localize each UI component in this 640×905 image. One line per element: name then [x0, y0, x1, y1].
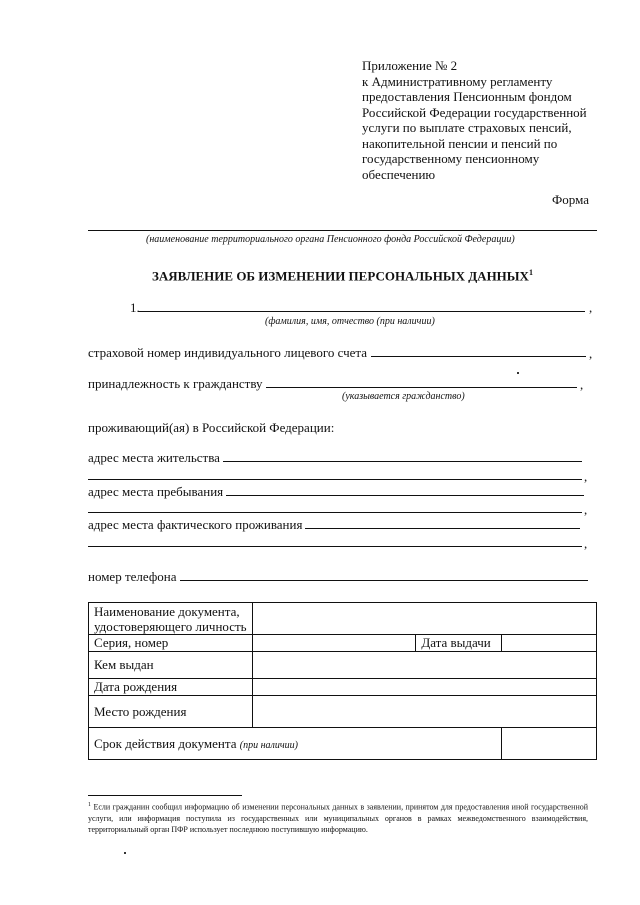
comma: ,: [589, 346, 593, 361]
comma: ,: [580, 377, 584, 392]
appendix-block: [362, 58, 587, 182]
stay-field-line2[interactable]: [88, 512, 582, 513]
residence-field-line2[interactable]: [88, 479, 582, 480]
issued-by-field[interactable]: [252, 652, 596, 679]
validity-label-text: Срок действия документа: [94, 735, 237, 751]
series-label: Серия, номер: [89, 635, 253, 652]
appendix-line: Приложение № 2: [362, 58, 458, 73]
phone-label: номер телефона: [88, 569, 177, 584]
title-footnote-marker: 1: [528, 268, 533, 277]
issue-date-label: Дата выдачи: [416, 635, 502, 652]
validity-note: (при наличии): [239, 739, 299, 751]
footnote-divider: [88, 795, 242, 796]
issue-date-field[interactable]: [502, 635, 597, 652]
footnote: [88, 800, 588, 835]
comma: ,: [584, 502, 588, 517]
validity-field[interactable]: [502, 728, 597, 760]
snils-field[interactable]: [371, 356, 586, 357]
birth-date-field[interactable]: [252, 679, 596, 696]
actual-label: адрес места фактического проживания: [88, 517, 303, 532]
citizenship-label: принадлежность к гражданству: [88, 376, 263, 391]
full-name-field[interactable]: [138, 311, 585, 312]
snils-label: страховой номер индивидуального лицевого счета: [88, 345, 368, 360]
doc-name-field[interactable]: [252, 603, 596, 635]
birth-date-label: Дата рождения: [89, 679, 253, 696]
number-prefix: 1.: [130, 300, 140, 315]
comma: ,: [589, 300, 593, 315]
birth-place-label: Место рождения: [89, 696, 253, 728]
form-title-text: ЗАЯВЛЕНИЕ ОБ ИЗМЕНЕНИИ ПЕРСОНАЛЬНЫХ ДАННЫХ: [152, 268, 529, 284]
actual-field[interactable]: [305, 528, 580, 529]
appendix-line: предоставления Пенсионным фондом: [362, 89, 572, 104]
appendix-line: услуги по выплате страховых пенсий,: [362, 120, 572, 135]
comma: ,: [584, 536, 588, 551]
citizenship-field[interactable]: [266, 387, 577, 388]
validity-label: [89, 728, 502, 760]
actual-field-line2[interactable]: [88, 546, 582, 547]
stay-label: адрес места пребывания: [88, 484, 224, 499]
residence-label: адрес места жительства: [88, 450, 220, 465]
authority-line[interactable]: [88, 230, 597, 231]
identity-document-table: [88, 602, 597, 760]
form-label: Форма: [552, 192, 589, 207]
scan-dot: [124, 852, 126, 854]
residence-field[interactable]: [223, 461, 582, 462]
birth-place-field[interactable]: [252, 696, 596, 728]
series-field[interactable]: [252, 635, 416, 652]
footnote-marker: 1: [88, 802, 91, 808]
scan-dot: [517, 372, 519, 374]
comma: ,: [584, 469, 588, 484]
name-caption: (фамилия, имя, отчество (при наличии): [265, 316, 435, 327]
appendix-line: к Административному регламенту: [362, 73, 553, 89]
phone-field[interactable]: [180, 580, 588, 581]
authority-caption: (наименование территориального органа Пенсионного фонда Российской Федерации): [146, 234, 515, 245]
footnote-text: Если гражданин сообщил информацию об изменении персональных данных в заявлении, принятом для предоставления иной государственной услуги, или информация поступила из государственных или муниципальных органов в рамках межведомственного взаимодействия, территориальный орган ПФР использует последнюю поступившую информацию.: [88, 802, 589, 834]
appendix-line: Российской Федерации государственной: [362, 104, 587, 120]
form-title: [152, 268, 533, 284]
appendix-line: накопительной пенсии и пенсий по: [362, 135, 558, 151]
residing-label: проживающий(ая) в Российской Федерации:: [88, 420, 335, 435]
appendix-line: государственному пенсионному: [362, 151, 540, 166]
citizenship-caption: (указывается гражданство): [342, 391, 465, 402]
doc-name-label: Наименование документа, удостоверяющего личность: [89, 603, 253, 635]
stay-field[interactable]: [226, 495, 584, 496]
issued-by-label: Кем выдан: [89, 652, 253, 679]
appendix-line: обеспечению: [362, 166, 436, 182]
